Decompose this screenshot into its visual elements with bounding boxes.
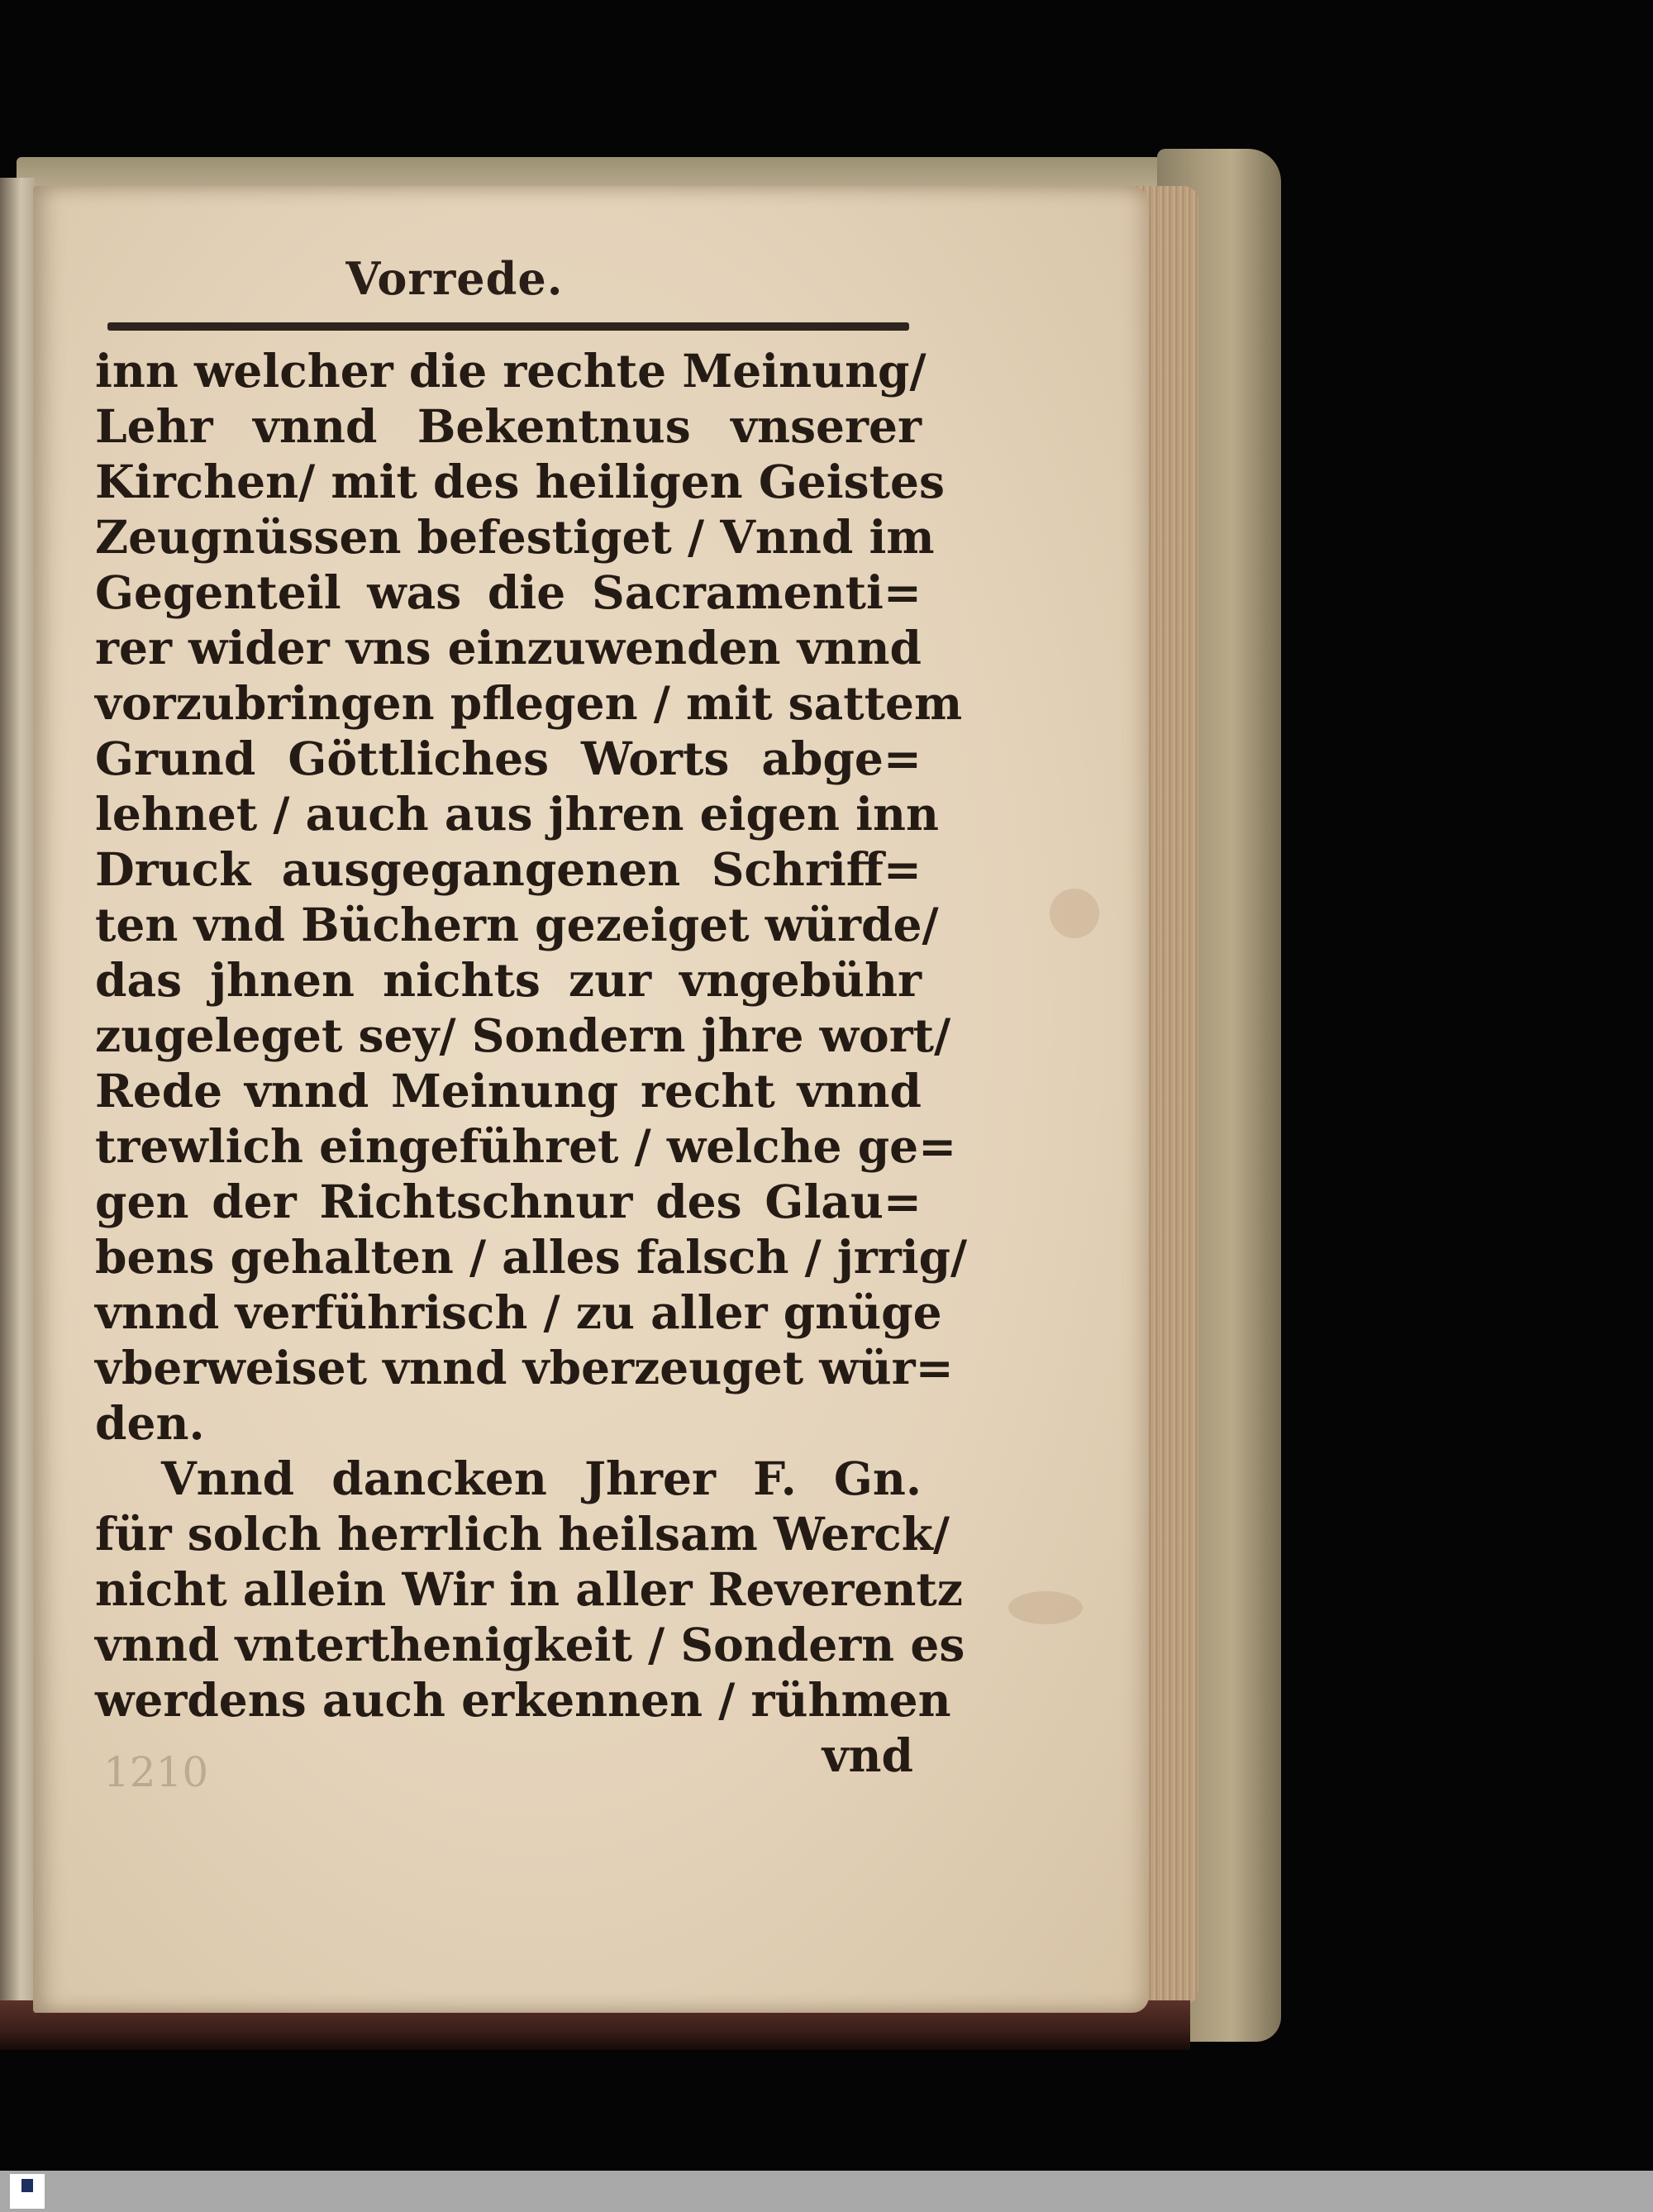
text-line: vberweiset vnnd vberzeuget wür= bbox=[95, 1341, 954, 1394]
faded-shelfmark: 1210 bbox=[103, 1748, 209, 1796]
text-line: gen der Richtschnur des Glau= bbox=[95, 1175, 922, 1228]
text-line: lehnet / auch aus jhren eigen inn bbox=[95, 787, 939, 841]
library-logo-icon bbox=[10, 2174, 45, 2209]
text-line: Zeugnüssen befestiget / Vnnd im bbox=[95, 510, 935, 564]
paper-stain bbox=[1008, 1591, 1083, 1624]
text-line: Grund Göttliches Worts abge= bbox=[95, 732, 922, 785]
text-line: zugeleget sey/ Sondern jhre wort/ bbox=[95, 1008, 951, 1062]
text-line: vorzubringen pflegen / mit sattem bbox=[95, 676, 963, 730]
text-line: Druck ausgegangenen Schriff= bbox=[95, 842, 922, 896]
text-line: Gegenteil was die Sacramenti= bbox=[95, 565, 922, 619]
left-page-sliver bbox=[0, 178, 35, 2009]
paragraph-line: werdens auch erkennen / rühmen bbox=[95, 1673, 951, 1727]
text-line: vnnd verführisch / zu aller gnüge bbox=[95, 1285, 942, 1339]
paragraph-line: Vnnd dancken Jhrer F. Gn. bbox=[161, 1452, 922, 1505]
text-block bbox=[95, 343, 968, 1783]
text-line: den. bbox=[95, 1396, 205, 1450]
text-line: bens gehalten / alles falsch / jrrig/ bbox=[95, 1230, 968, 1284]
paragraph-line: nicht allein Wir in aller Reverentz bbox=[95, 1562, 963, 1616]
text-line: inn welcher die rechte Meinung/ bbox=[95, 344, 927, 398]
paper-stain bbox=[1050, 889, 1099, 938]
book-page bbox=[33, 186, 1149, 2013]
logo-mark bbox=[21, 2179, 33, 2192]
viewer-footer-bar bbox=[0, 2171, 1653, 2212]
text-line: das jhnen nichts zur vngebühr bbox=[95, 953, 922, 1007]
text-line: ten vnd Büchern gezeiget würde/ bbox=[95, 898, 939, 951]
catchword: vnd bbox=[822, 1728, 913, 1782]
paragraph-line: vnnd vnterthenigkeit / Sondern es bbox=[95, 1618, 965, 1671]
text-line: Rede vnnd Meinung recht vnnd bbox=[95, 1064, 922, 1118]
running-header: Vorrede. bbox=[345, 252, 564, 305]
paragraph-line: für solch herrlich heilsam Werck/ bbox=[95, 1507, 950, 1561]
text-line: rer wider vns einzuwenden vnnd bbox=[95, 621, 922, 675]
header-rule bbox=[107, 322, 909, 331]
text-line: trewlich eingeführet / welche ge= bbox=[95, 1119, 957, 1173]
text-line: Lehr vnnd Bekentnus vnserer bbox=[95, 399, 922, 453]
text-line: Kirchen/ mit des heiligen Geistes bbox=[95, 455, 946, 508]
